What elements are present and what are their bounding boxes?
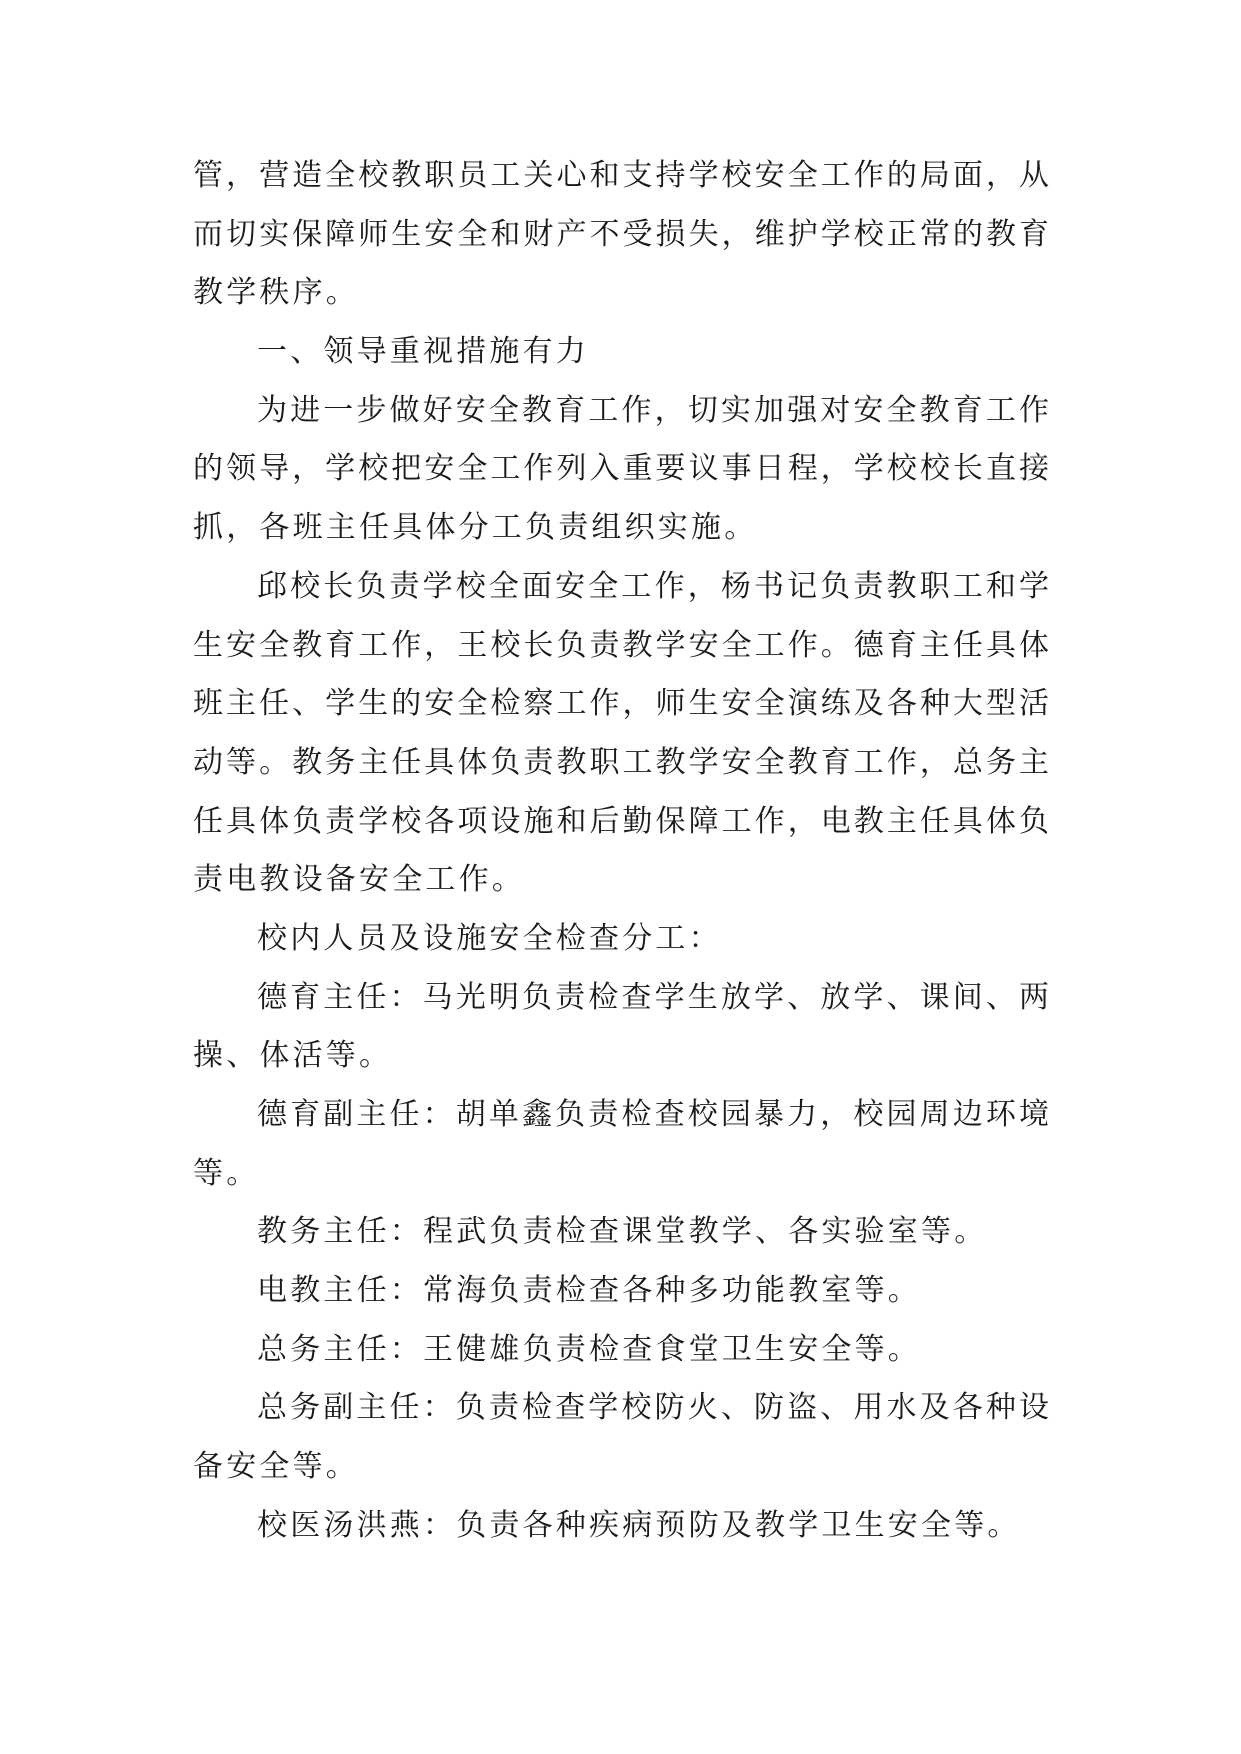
text-line: 为进一步做好安全教育工作，切实加强对安全教育工作 (257, 392, 1049, 428)
text-line: 抓，各班主任具体分工负责组织实施。 (193, 510, 758, 546)
text-line: 生安全教育工作，王校长负责教学安全工作。德育主任具体 (193, 627, 1049, 663)
text-line: 德育主任：马光明负责检查学生放学、放学、课间、两 (257, 979, 1049, 1015)
text-line: 等。 (193, 1155, 260, 1191)
text-line: 电教主任：常海负责检查各种多功能教室等。 (257, 1273, 921, 1309)
text-line: 邱校长负责学校全面安全工作，杨书记负责教职工和学 (257, 568, 1049, 604)
text-line: 总务副主任：负责检查学校防火、防盗、用水及各种设 (257, 1390, 1049, 1426)
text-line: 而切实保障师生安全和财产不受损失，维护学校正常的教育 (193, 216, 1049, 252)
text-line: 操、体活等。 (193, 1038, 393, 1074)
text-line: 班主任、学生的安全检察工作，师生安全演练及各种大型活 (193, 686, 1049, 722)
text-line: 责电教设备安全工作。 (193, 862, 525, 898)
text-line: 的领导，学校把安全工作列入重要议事日程，学校校长直接 (193, 451, 1049, 487)
text-line: 动等。教务主任具体负责教职工教学安全教育工作，总务主 (193, 744, 1049, 780)
text-line: 教务主任：程武负责检查课堂教学、各实验室等。 (257, 1214, 988, 1250)
text-line: 一、领导重视措施有力 (257, 334, 589, 370)
document-page (193, 147, 1049, 1556)
text-line: 教学秩序。 (193, 275, 359, 311)
text-line: 校医汤洪燕：负责各种疾病预防及教学卫生安全等。 (257, 1507, 1021, 1543)
text-line: 备安全等。 (193, 1449, 359, 1485)
text-line: 校内人员及设施安全检查分工： (257, 920, 722, 956)
text-line: 任具体负责学校各项设施和后勤保障工作，电教主任具体负 (193, 803, 1049, 839)
text-line: 总务主任：王健雄负责检查食堂卫生安全等。 (257, 1331, 921, 1367)
text-line: 德育副主任：胡单鑫负责检查校园暴力，校园周边环境 (257, 1097, 1049, 1132)
text-line: 管，营造全校教职员工关心和支持学校安全工作的局面，从 (193, 158, 1049, 193)
